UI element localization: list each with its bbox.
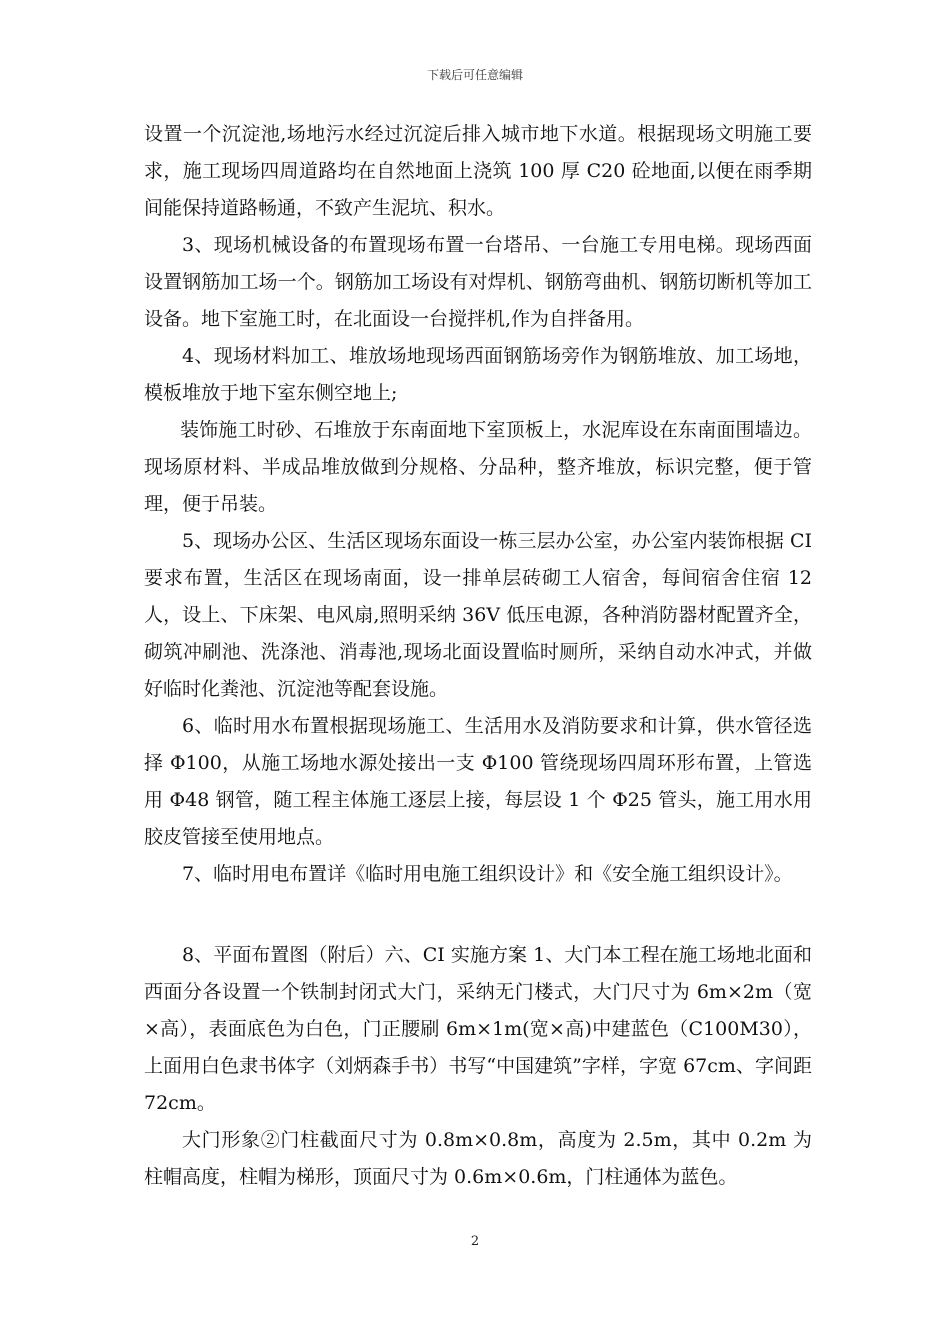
paragraph-water: 6、临时用水布置根据现场施工、生活用水及消防要求和计算，供水管径选择 Φ100，从施工场地水源处接出一支 Φ100 管绕现场四周环形布置，上管选用 Φ48 钢管，随工程主体施工逐层上接，每层设 1 个 Φ25 管头，施工用水用胶皮管接至使用地点。: [144, 715, 812, 848]
page-number: 2: [470, 1234, 480, 1249]
paragraph-gate-columns: 大门形象②门柱截面尺寸为 0.8m×0.8m，高度为 2.5m，其中 0.2m 为柱帽高度，柱帽为梯形，顶面尺寸为 0.6m×0.6m，门柱通体为蓝色。: [144, 1129, 812, 1188]
paragraph-materials: 4、现场材料加工、堆放场地现场西面钢筋场旁作为钢筋堆放、加工场地，模板堆放于地下室东侧空地上;: [144, 345, 812, 404]
document-body: [144, 116, 812, 1196]
spacer: [144, 893, 812, 937]
paragraph-office-living: 5、现场办公区、生活区现场东面设一栋三层办公室，办公室内装饰根据 CI 要求布置，生活区在现场南面，设一排单层砖砌工人宿舍，每间宿舍住宿 12 人，设上、下床架、电风扇,照明采纳 36V 低压电源，各种消防器材配置齐全，砌筑冲刷池、洗涤池、消毒池,现场北面设置临时厕所，采纳自动水冲式，并做好临时化粪池、沉淀池等配套设施。: [144, 530, 812, 700]
paragraph-electricity: 7、临时用电布置详《临时用电施工组织设计》和《安全施工组织设计》。: [182, 863, 793, 885]
paragraph-layout-ci: 8、平面布置图（附后）六、CI 实施方案 1、大门本工程在施工场地北面和西面分各设置一个铁制封闭式大门，采纳无门楼式，大门尺寸为 6m×2m（宽×高），表面底色为白色，门正腰刷 6m×1m(宽×高)中建蓝色（C100M30），上面用白色隶书体字（刘炳森手书）书写“中国建筑”字样，字宽 67cm、字间距 72cm。: [144, 944, 812, 1114]
page-header: 下载后可任意编辑: [426, 68, 523, 82]
paragraph-decoration: 装饰施工时砂、石堆放于东南面地下室顶板上，水泥库设在东南面围墙边。现场原材料、半成品堆放做到分规格、分品种，整齐堆放，标识完整，便于管理，便于吊装。: [144, 419, 812, 515]
paragraph-sedimentation: 设置一个沉淀池,场地污水经过沉淀后排入城市地下水道。根据现场文明施工要求，施工现场四周道路均在自然地面上浇筑 100 厚 C20 砼地面,以便在雨季期间能保持道路畅通，不致产生泥坑、积水。: [144, 123, 812, 219]
paragraph-machinery: 3、现场机械设备的布置现场布置一台塔吊、一台施工专用电梯。现场西面设置钢筋加工场一个。钢筋加工场设有对焊机、钢筋弯曲机、钢筋切断机等加工设备。地下室施工时，在北面设一台搅拌机,作为自拌备用。: [144, 234, 812, 330]
